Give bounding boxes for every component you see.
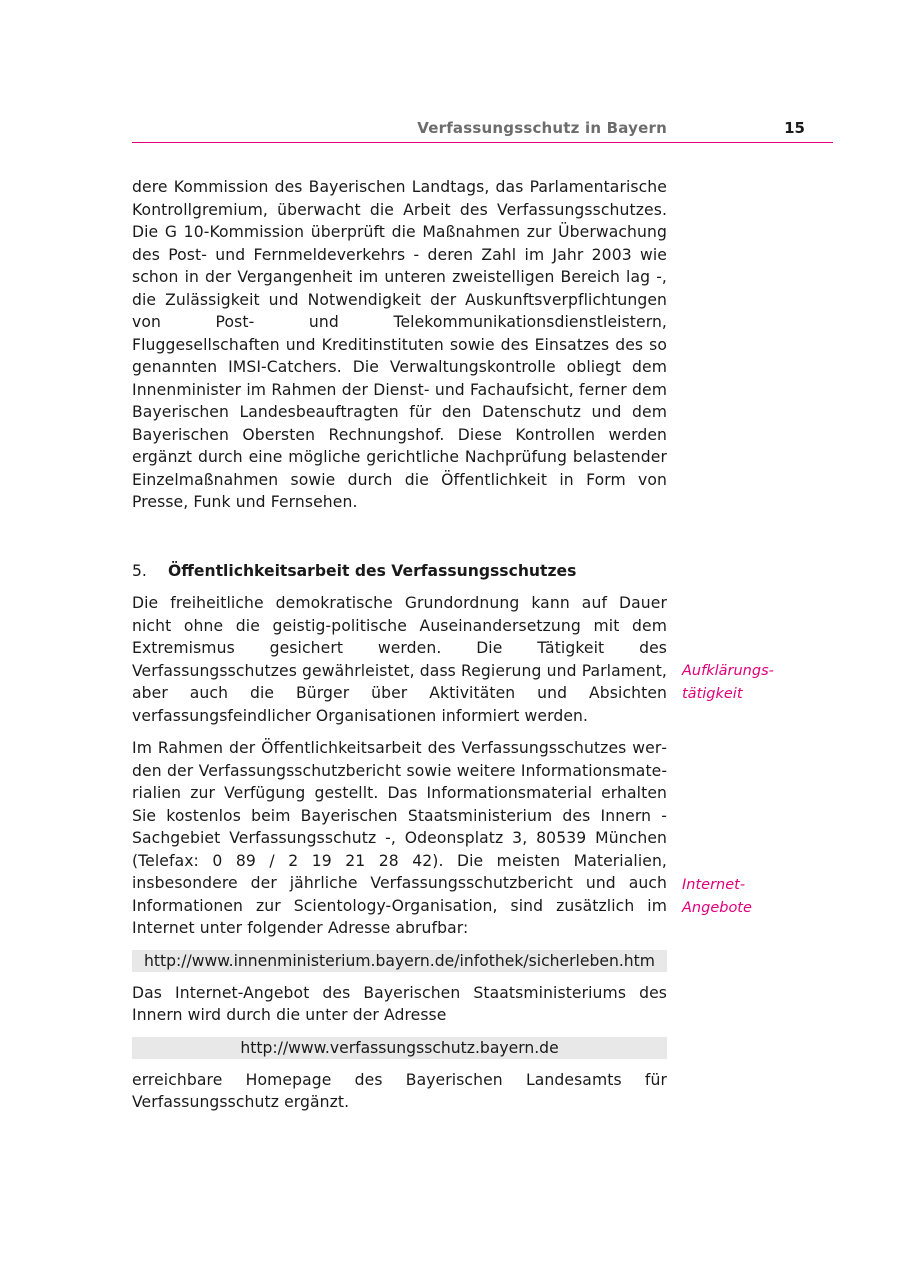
body-paragraph-5: erreichbare Homepage des Bayerischen Landesamts für Verfassungsschutz ergänzt. [132, 1070, 667, 1111]
body-paragraph-4: Das Internet-Angebot des Bayerischen Staatsministeriums des Innern wird durch die unter der Adresse [132, 983, 667, 1024]
page-number: 15 [784, 119, 805, 137]
margin-note-aufklaerung-line2: tätigkeit [682, 685, 743, 702]
section-heading [132, 560, 667, 583]
margin-note-aufklaerung-line1: Aufklärungs- [682, 663, 774, 679]
running-header [132, 116, 833, 143]
url-infothek[interactable]: http://www.innenministerium.bayern.de/infothek/sicherleben.htm [132, 950, 667, 972]
section-number: 5. [132, 561, 147, 580]
url-verfassungsschutz[interactable]: http://www.verfassungsschutz.bayern.de [132, 1037, 667, 1059]
margin-note-internet-line1: Internet- [682, 877, 746, 893]
margin-note-internet-line2: Angebote [682, 899, 752, 916]
body-paragraph-1: dere Kommission des Bayerischen Landtags, das Parlamentarische Kontrollgremium, überwacht die Arbeit des Verfassungsschutzes. Die G 10-Kommission überprüft die Maßnahmen zur Überwachung des Post- und Fernmeldeverkehrs - deren Zahl im Jahr 2003 wie schon in der Vergangenheit im unteren zweistelligen Bereich lag -, die Zulässigkeit und Notwendigkeit der Auskunftsverpflichtungen von Post- und Telekommunikationsdienstleistern, Fluggesellschaften und Kreditinstituten sowie des Einsatzes des so genannten IMSI-Catchers. Die Verwaltungskontrolle obliegt dem Innenminister im Rahmen der Dienst- und Fachaufsicht, ferner dem Bayerischen Landesbeauftragten für den Datenschutz und dem Bayerischen Obersten Rechnungshof. Diese Kontrollen werden ergänzt durch eine mögliche gerichtliche Nachprüfung belastender Einzelmaßnahmen sowie durch die Öffentlichkeit in Form von Presse, Funk und Fernsehen. [132, 178, 667, 511]
body-paragraph-2: Die freiheitliche demokratische Grundordnung kann auf Dauer nicht ohne die geistig-politische Auseinandersetzung mit dem Extremismus gesichert werden. Die Tätigkeit des Verfassungsschutzes gewährleistet, dass Regierung und Parlament, aber auch die Bürger über Aktivitäten und Absichten verfassungsfeindlicher Organisationen informiert werden. [132, 594, 667, 725]
header-title: Verfassungsschutz in Bayern [417, 119, 667, 137]
section-title: Öffentlichkeitsarbeit des Verfassungsschutzes [168, 561, 577, 580]
margin-note-aufklaerung [682, 660, 792, 705]
margin-note-internet [682, 874, 792, 919]
main-text-column [132, 176, 667, 1114]
body-paragraph-3: Im Rahmen der Öffentlichkeitsarbeit des Verfassungsschutzes werden der Verfassungsschutzbericht sowie weitere Informationsmaterialien zur Verfügung gestellt. Das Informationsmaterial erhalten Sie kostenlos beim Bayerischen Staatsministerium des Innern - Sachgebiet Verfassungsschutz -, Odeonsplatz 3, 80539 München (Telefax: 0 89 / 2 19 21 28 42). Die meisten Materialien, insbesondere der jährliche Verfassungsschutzbericht und auch Informationen zur Scientology-Organisation, sind zusätzlich im Internet unter folgender Adresse abrufbar: [132, 739, 667, 937]
